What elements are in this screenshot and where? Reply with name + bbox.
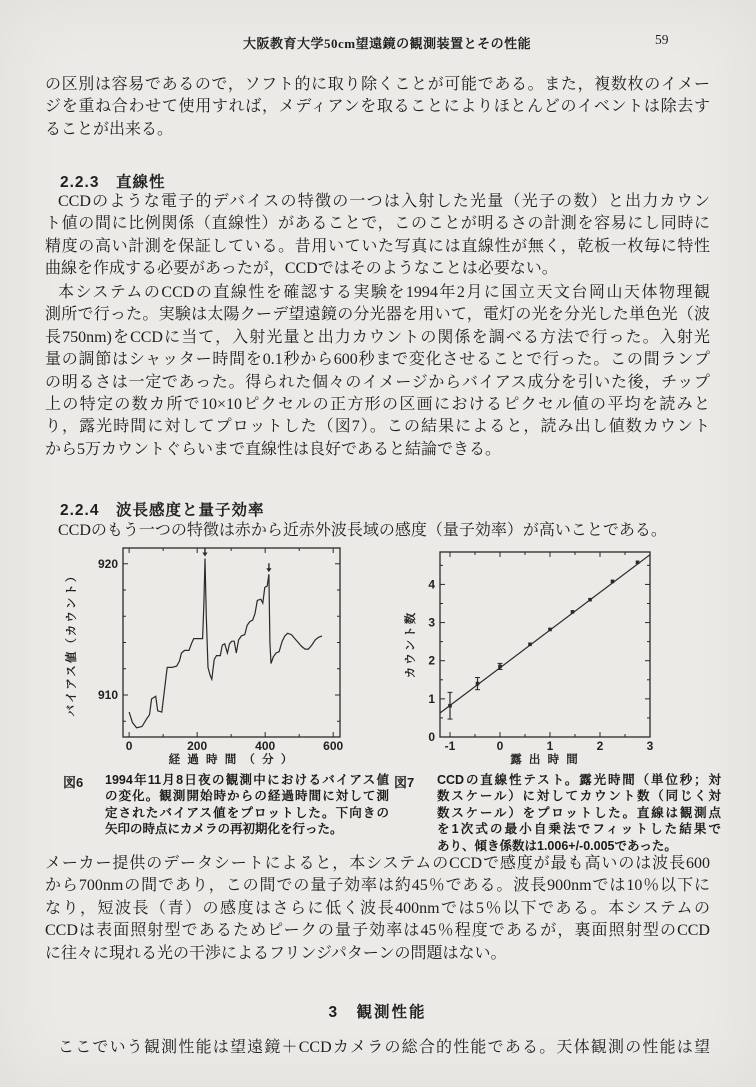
svg-text:600: 600 xyxy=(323,739,344,753)
svg-text:0: 0 xyxy=(428,730,435,744)
paragraph-performance-intro: ここでいう観測性能は望遠鏡＋CCDカメラの総合的性能である。天体観測の性能は望 xyxy=(58,1039,710,1056)
svg-text:3: 3 xyxy=(646,739,654,753)
page-number: 59 xyxy=(655,32,669,47)
section-heading-observation-performance: 3 観測性能 xyxy=(328,1004,427,1021)
svg-text:カウント数: カウント数 xyxy=(405,610,417,679)
figure6-label: 図6 xyxy=(63,775,84,790)
svg-text:経 過 時 間 （ 分 ）: 経 過 時 間 （ 分 ） xyxy=(168,754,295,766)
paragraph-datasheet-sensitivity: メーカー提供のデータシートによると，本システムのCCDで感度が最も高いのは波長600 から700nmの間であり，この間での量子効率は約45％である。波長900nmでは10％以下に なり，短波長（青）の感度はさらに低く波長400nmでは5％以下である。本システムの CCDは表面照射型であるためピークの量子効率は45％程度であるが，裏面照射型のCCD に往々に現れる光の干渉によるフリンジパターンの問題はない。 xyxy=(45,855,710,962)
paragraph-linearity-experiment: 本システムのCCDの直線性を確認する実験を1994年2月に国立天文台岡山天体物理観 測所で行った。実験は太陽クーデ望遠鏡の分光器を用いて，電灯の光を分光した単色光（波 長750nm)をCCDに当て，入射光量と出力カウントの関係を調べる方法で行った。入射光 量の調節はシャッター時間を0.1秒から600秒まで変化させることで行った。この間ランプ の明るさは一定であった。得られた個々のイメージからバイアス成分を引いた後，チップ 上の特定の数カ所で10×10ピクセルの正方形の区画におけるピクセル値の平均を読みと り，露光時間に対してプロットした（図7）。この結果によると，読み出し値数カウント から5万カウントぐらいまで直線性は良好であると結論できる。 xyxy=(45,284,710,458)
svg-text:0: 0 xyxy=(125,739,133,753)
svg-text:バイアス値（カウント）: バイアス値（カウント） xyxy=(66,568,78,717)
svg-text:200: 200 xyxy=(187,739,208,753)
svg-text:920: 920 xyxy=(97,556,118,571)
section-heading-quantum-efficiency: 2.2.4 波長感度と量子効率 xyxy=(60,502,265,519)
paragraph-qe-intro: CCDのもう一つの特徴は赤から近赤外波長域の感度（量子効率）が高いことである。 xyxy=(58,522,667,539)
svg-text:4: 4 xyxy=(428,577,435,592)
figure7-linearity-scatter-chart xyxy=(390,545,702,777)
figure6-bias-line-chart xyxy=(55,545,367,777)
svg-text:2: 2 xyxy=(596,739,604,753)
svg-text:2: 2 xyxy=(428,653,435,668)
svg-text:1: 1 xyxy=(546,739,554,753)
figure6-caption: 1994年11月8日夜の観測中におけるバイアス値 の変化。観測開始時からの経過時間に対して測 定されたバイアス値をプロットした。下向きの 矢印の時点にカメラの再初期化を行った。 xyxy=(105,773,389,837)
paragraph-cosmic-ray-removal: の区別は容易であるので，ソフト的に取り除くことが可能である。また，複数枚のイメー ジを重ね合わせて使用すれば，メディアンを取ることによりほとんどのイベントは除去す ることが出来る。 xyxy=(45,76,710,138)
svg-text:露 出 時 間: 露 出 時 間 xyxy=(510,754,580,766)
svg-text:910: 910 xyxy=(97,688,118,702)
figure7-caption: CCDの直線性テスト。露光時間（単位秒；対 数スケール）に対してカウント数（同じく対 数スケール）をプロットした。直線は観測点 を1次式の最小自乗法でフィットした結果で あり、傾き係数は1.006+/-0.005であった。 xyxy=(437,773,721,853)
running-header-title: 大阪教育大学50cm望遠鏡の観測装置とその性能 xyxy=(243,36,532,51)
svg-text:1: 1 xyxy=(428,691,435,706)
section-heading-linearity: 2.2.3 直線性 xyxy=(60,174,166,191)
svg-text:400: 400 xyxy=(255,739,276,753)
svg-text:-1: -1 xyxy=(444,739,456,753)
svg-text:0: 0 xyxy=(496,739,504,753)
figure7-label: 図7 xyxy=(394,775,415,790)
svg-text:3: 3 xyxy=(428,615,435,630)
paragraph-linearity: CCDのような電子的デバイスの特徴の一つは入射した光量（光子の数）と出力カウン ト値の間に比例関係（直線性）があることで，このことが明るさの計測を容易にし同時に 精度の高い計測を保証している。昔用いていた写真には直線性が無く，乾板一枚毎に特性 曲線を作成する必要があったが，CCDではそのようなことは必要ない。 xyxy=(45,193,710,278)
